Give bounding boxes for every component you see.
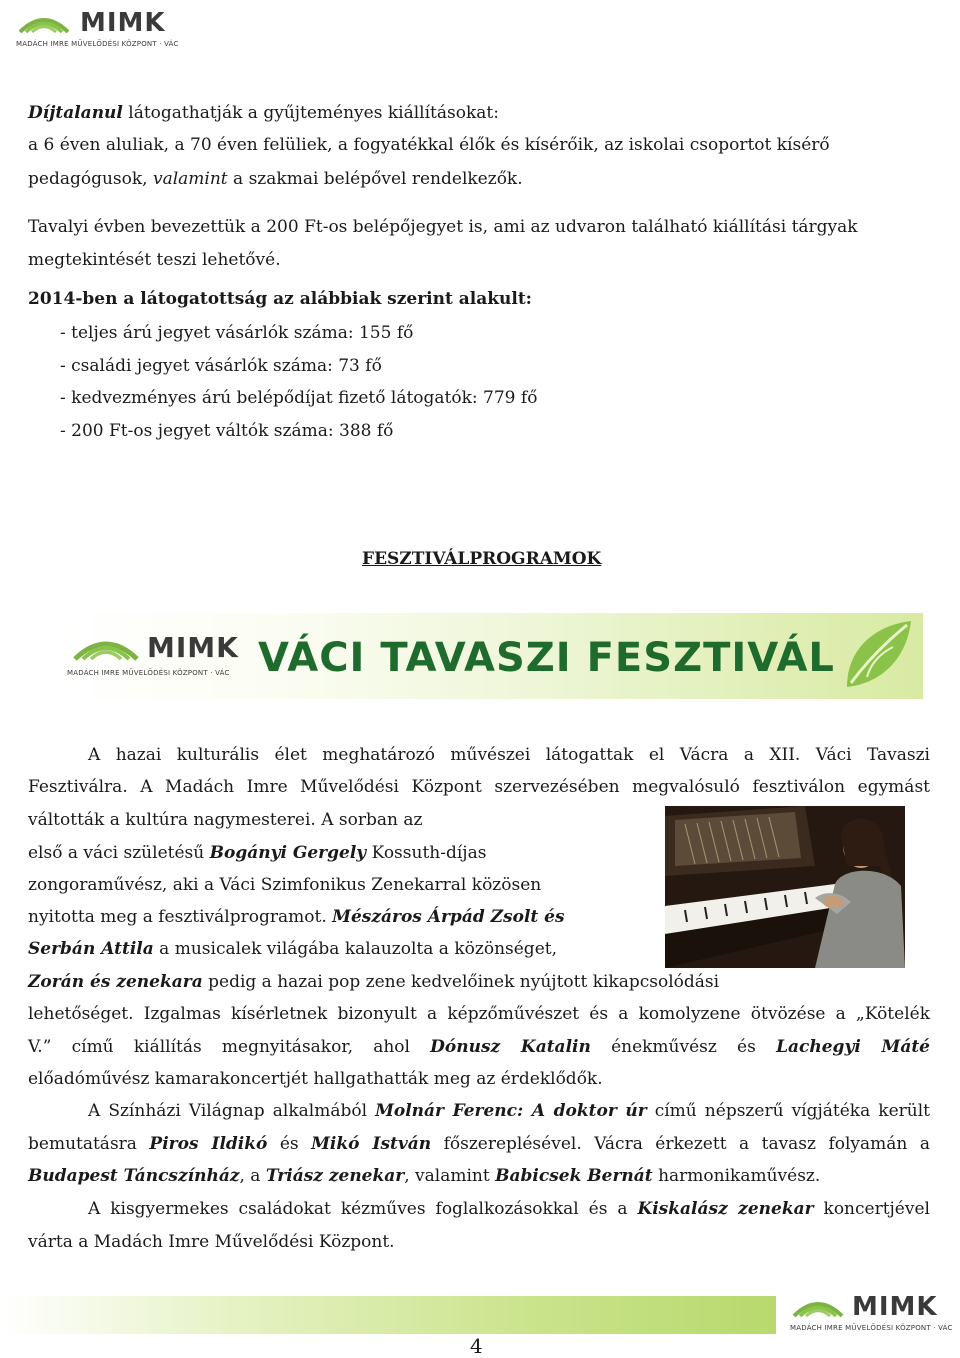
body-line: [28, 906, 565, 928]
banner-logo-subtitle: MADÁCH IMRE MŰVELŐDÉSI KÖZPONT · VÁC: [67, 669, 230, 677]
header-logo-name: MIMK: [80, 8, 166, 38]
body-line: [28, 1036, 930, 1058]
intro-text: látogathatják a gyűjteményes kiállításokat:: [122, 103, 499, 123]
performer-name: Lachegyi Máté: [776, 1037, 931, 1057]
footer-logo: [790, 1290, 953, 1334]
mimk-logo-icon: [16, 6, 72, 36]
body-text: főszereplésével. Vácra érkezett a tavasz folyamán a: [431, 1134, 930, 1154]
stats-heading: 2014-ben a látogatottság az alábbiak szerint alakult:: [28, 289, 532, 309]
body-text: című népszerű vígjátéka került: [646, 1101, 930, 1121]
body-line: [28, 842, 486, 864]
festival-heading: FESZTIVÁLPROGRAMOK: [362, 549, 602, 569]
intro-text: pedagógusok,: [28, 169, 153, 189]
body-line: várta a Madách Imre Művelődési Központ.: [28, 1232, 395, 1252]
performer-name: Budapest Táncszínház: [28, 1166, 240, 1186]
banner-title: VÁCI TAVASZI FESZTIVÁL: [258, 635, 835, 681]
festival-banner: [63, 613, 923, 699]
footer-logo-subtitle: MADÁCH IMRE MŰVELŐDÉSI KÖZPONT · VÁC: [790, 1324, 953, 1332]
body-text: , a: [239, 1166, 266, 1186]
body-text: koncertjével: [813, 1199, 930, 1219]
body-line: [88, 1100, 930, 1122]
mimk-logo-icon: [71, 627, 141, 663]
intro-line-2: a 6 éven aluliak, a 70 éven felüliek, a fogyatékkal élők és kísérőik, az iskolai csoportot kísérő: [28, 135, 830, 155]
stats-item: - családi jegyet vásárlók száma: 73 fő: [60, 356, 382, 376]
body-line: [28, 938, 557, 960]
body-text: és: [267, 1134, 312, 1154]
body-line: Fesztiválra. A Madách Imre Művelődési Központ szervezésében megvalósuló fesztiválon egymást: [28, 777, 930, 797]
body-line: lehetőséget. Izgalmas kísérletnek bizonyult a képzőművészet és a komolyzene ötvözése a „Kötelék: [28, 1004, 930, 1024]
performer-name: Babicsek Bernát: [495, 1166, 653, 1186]
play-title: Molnár Ferenc: A doktor úr: [375, 1101, 647, 1121]
performer-name: Serbán Attila: [28, 939, 154, 959]
intro-line-1: [28, 102, 499, 124]
body-text: , valamint: [404, 1166, 496, 1186]
performer-name: Zorán és zenekara: [28, 972, 203, 992]
body-text: a musicalek világába kalauzolta a közönséget,: [153, 939, 557, 959]
body-text: pedig a hazai pop zene kedvelőinek nyújtott kikapcsolódási: [202, 972, 720, 992]
body-line: [88, 1198, 930, 1220]
body-text: első a váci születésű: [28, 843, 210, 863]
footer-logo-name: MIMK: [852, 1292, 938, 1322]
body-text: A kisgyermekes családokat kézműves foglalkozásokkal és a: [88, 1199, 638, 1219]
performer-name: Kiskalász zenekar: [637, 1199, 814, 1219]
body-text: nyitotta meg a fesztiválprogramot.: [28, 907, 333, 927]
body-text: V.” című kiállítás megnyitásakor, ahol: [28, 1037, 431, 1057]
banner-logo-name: MIMK: [147, 631, 239, 664]
intro-line-3: [28, 168, 523, 190]
body-line: előadóművész kamarakoncertjét hallgathatták meg az érdeklődők.: [28, 1069, 603, 1089]
body-text: bemutatásra: [28, 1134, 150, 1154]
intro-text: a szakmai belépővel rendelkezők.: [227, 169, 523, 189]
intro-text-italic: valamint: [152, 169, 228, 189]
footer-band: [0, 1296, 776, 1334]
intro-line-5: megtekintését teszi lehetővé.: [28, 250, 281, 270]
body-line: váltották a kultúra nagymesterei. A sorban az: [28, 810, 423, 830]
stats-item: - teljes árú jegyet vásárlók száma: 155 fő: [60, 323, 414, 343]
page-number: 4: [470, 1334, 483, 1358]
performer-name: Bogányi Gergely: [209, 843, 367, 863]
body-line: [28, 971, 719, 993]
free-entry-label: Díjtalanul: [28, 103, 123, 123]
header-logo: [16, 6, 179, 50]
performer-name: Mészáros Árpád Zsolt és: [332, 907, 565, 927]
performer-name: Triász zenekar: [265, 1166, 405, 1186]
body-line: [28, 1133, 930, 1155]
stats-item: - kedvezményes árú belépődíjat fizető látogatók: 779 fő: [60, 388, 538, 408]
body-line: zongoraművész, aki a Váci Szimfonikus Zenekarral közösen: [28, 875, 542, 895]
performer-name: Piros Ildikó: [149, 1134, 268, 1154]
body-text: harmonikaművész.: [652, 1166, 821, 1186]
body-text: Kossuth-díjas: [366, 843, 487, 863]
performer-name: Dónusz Katalin: [430, 1037, 591, 1057]
header-logo-subtitle: MADÁCH IMRE MŰVELŐDÉSI KÖZPONT · VÁC: [16, 40, 179, 48]
performer-name: Mikó István: [311, 1134, 432, 1154]
body-text: énekművész és: [590, 1037, 777, 1057]
pianist-photo: [665, 806, 905, 968]
body-line: [28, 1165, 820, 1187]
stats-item: - 200 Ft-os jegyet váltók száma: 388 fő: [60, 421, 394, 441]
leaf-icon: [837, 617, 917, 693]
body-text: A Színházi Világnap alkalmából: [88, 1101, 376, 1121]
mimk-logo-icon: [790, 1290, 846, 1320]
piano-photo-icon: [665, 806, 905, 968]
body-line: A hazai kulturális élet meghatározó művészei látogattak el Vácra a XII. Váci Tavaszi: [88, 745, 930, 765]
intro-line-4: Tavalyi évben bevezettük a 200 Ft-os belépőjegyet is, ami az udvaron található kiállítási tárgyak: [28, 217, 858, 237]
